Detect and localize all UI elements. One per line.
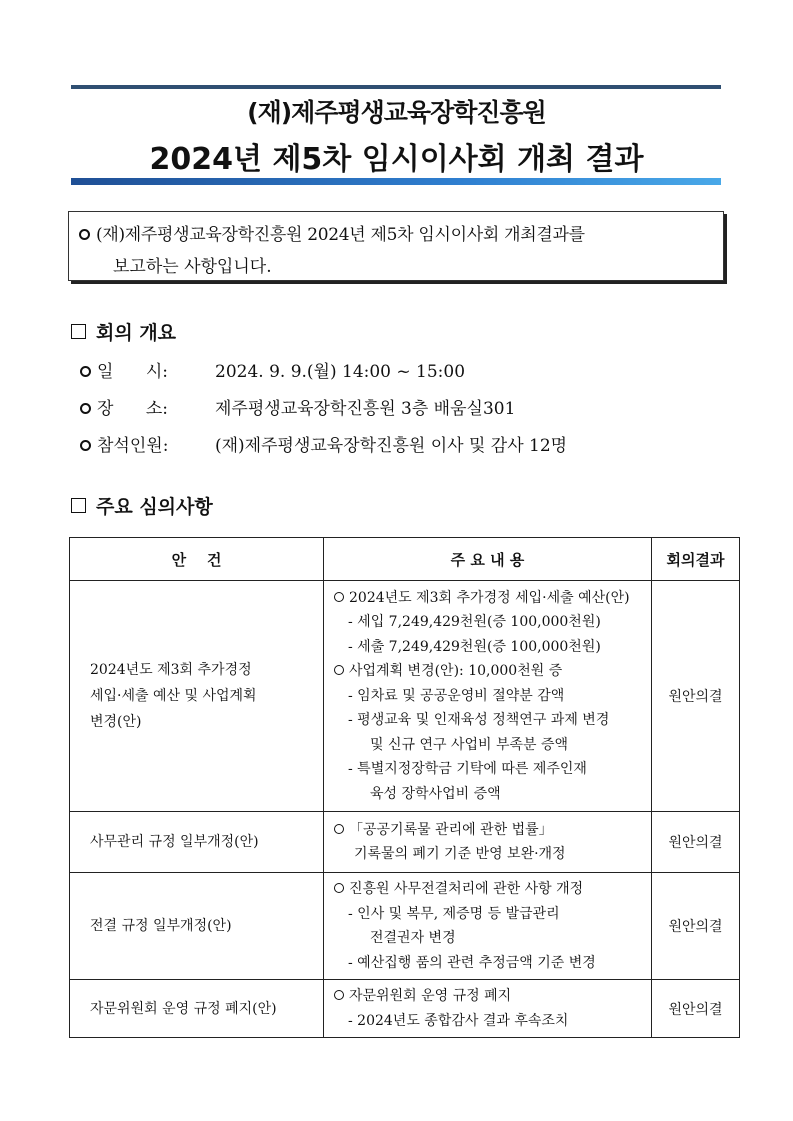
title-top-rule: [71, 85, 721, 89]
column-header-content: 주 요 내 용: [324, 538, 652, 581]
table-row: [70, 980, 740, 1038]
circle-bullet-icon: [79, 229, 90, 240]
agenda-item-cell: [70, 581, 324, 812]
circle-bullet-icon: [80, 440, 91, 451]
content-line: [334, 818, 651, 843]
title-bottom-rule: [71, 178, 721, 185]
content-line: - 평생교육 및 인재육성 정책연구 과제 변경: [348, 712, 610, 729]
agenda-table: [69, 537, 740, 1038]
column-header-item: 안 건: [70, 538, 324, 581]
circle-bullet-icon: [80, 366, 91, 377]
table-row: [70, 812, 740, 873]
agenda-item-line: 2024년도 제3회 추가경정: [90, 662, 252, 678]
page-title: 2024년 제5차 임시이사회 개최 결과: [149, 142, 644, 177]
overview-label: 장 소:: [97, 399, 168, 419]
content-line: 및 신규 연구 사업비 부족분 증액: [370, 736, 569, 753]
agenda-content-cell: [324, 873, 652, 980]
agenda-item-line: 전결 규정 일부개정(안): [90, 918, 232, 934]
agenda-content-cell: [324, 812, 652, 873]
content-line: - 세출 7,249,429천원(증 100,000천원): [348, 638, 601, 655]
table-row: [70, 581, 740, 812]
summary-line-1: [79, 220, 585, 245]
circle-bullet-icon: [334, 990, 344, 1000]
result-cell: 원안의결: [652, 980, 740, 1038]
content-line: [334, 659, 651, 684]
section-heading-overview-text: 회의 개요: [96, 322, 177, 344]
summary-box: [68, 211, 724, 281]
content-line: - 인사 및 복무, 제증명 등 발급관리: [348, 905, 560, 922]
agenda-content-cell: [324, 581, 652, 812]
agenda-content-cell: [324, 980, 652, 1038]
content-text: 「공공기록물 관리에 관한 법률」: [349, 821, 553, 838]
content-line: 기록물의 폐기 기준 반영 보완·개정: [354, 846, 566, 862]
org-title: (재)제주평생교육장학진흥원: [247, 98, 546, 127]
result-cell: 원안의결: [652, 581, 740, 812]
content-line: 육성 장학사업비 증액: [370, 785, 501, 802]
square-bullet-icon: [71, 498, 86, 513]
content-line: - 예산집행 품의 관련 추정금액 기준 변경: [348, 954, 596, 971]
agenda-item-line: 자문위원회 운영 규정 폐지(안): [90, 1000, 277, 1017]
overview-value: 2024. 9. 9.(월) 14:00 ~ 15:00: [215, 362, 466, 382]
content-text: 2024년도 제3회 추가경정 세입·세출 예산(안): [349, 589, 630, 606]
agenda-item-line: 변경(안): [90, 714, 142, 730]
agenda-item-line: 세입·세출 예산 및 사업계획: [90, 688, 257, 704]
overview-label: 참석인원:: [97, 436, 169, 456]
column-header-result: 회의결과: [652, 538, 740, 581]
agenda-item-cell: [70, 980, 324, 1038]
section-heading-agenda: [71, 492, 213, 519]
table-row: [70, 873, 740, 980]
content-text: 자문위원회 운영 규정 폐지: [349, 988, 512, 1004]
content-line: - 특별지정장학금 기탁에 따른 제주인재: [348, 761, 587, 778]
table-header-row: [70, 538, 740, 581]
result-cell: 원안의결: [652, 812, 740, 873]
content-line: - 임차료 및 공공운영비 절약분 감액: [348, 687, 565, 704]
overview-item-place: [80, 394, 515, 419]
content-line: - 2024년도 종합감사 결과 후속조치: [348, 1012, 569, 1029]
content-text: 진흥원 사무전결처리에 관한 사항 개정: [349, 881, 584, 897]
section-heading-agenda-text: 주요 심의사항: [96, 496, 213, 518]
agenda-item-cell: [70, 873, 324, 980]
circle-bullet-icon: [334, 824, 344, 834]
content-line: [334, 586, 651, 611]
circle-bullet-icon: [334, 592, 344, 602]
overview-item-datetime: [80, 357, 465, 382]
summary-text-1: (재)제주평생교육장학진흥원 2024년 제5차 임시이사회 개최결과를: [96, 225, 585, 245]
content-text: 사업계획 변경(안): 10,000천원 증: [349, 663, 563, 680]
section-heading-overview: [71, 318, 176, 345]
result-cell: 원안의결: [652, 873, 740, 980]
overview-value: 제주평생교육장학진흥원 3층 배움실301: [215, 399, 516, 419]
square-bullet-icon: [71, 324, 86, 339]
agenda-item-cell: [70, 812, 324, 873]
content-line: 전결권자 변경: [370, 930, 456, 946]
circle-bullet-icon: [334, 665, 344, 675]
summary-line-2: 보고하는 사항입니다.: [113, 257, 272, 277]
overview-value: (재)제주평생교육장학진흥원 이사 및 감사 12명: [215, 436, 568, 456]
circle-bullet-icon: [334, 883, 344, 893]
content-line: [334, 984, 651, 1009]
content-line: - 세입 7,249,429천원(증 100,000천원): [348, 614, 601, 631]
agenda-item-line: 사무관리 규정 일부개정(안): [90, 834, 259, 850]
circle-bullet-icon: [80, 403, 91, 414]
overview-label: 일 시:: [97, 362, 168, 382]
overview-item-attendees: [80, 431, 567, 456]
content-line: [334, 877, 651, 902]
